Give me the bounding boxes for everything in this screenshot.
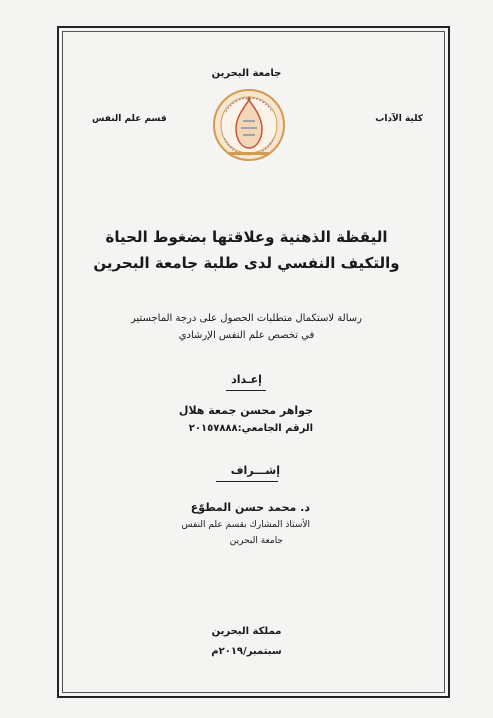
university-name: جامعة البحرين [211,68,282,79]
supervision-underline [216,481,278,482]
supervisor-name: د. محمد حسن المطوّع [190,501,310,514]
thesis-title-line-2: والتكيف النفسي لدى طلبة جامعة البحرين [93,254,400,272]
thesis-purpose-line-1: رسالة لاستكمال متطلبات الحصول على درجة الماجستير [131,313,362,324]
supervisor-university: جامعة البحرين [229,536,283,546]
student-id: الرقم الجامعي:٢٠١٥٧٨٨٨ [188,423,313,434]
supervision-label: إشـــراف [230,464,280,477]
student-name: جواهر محسن جمعة هلال [178,404,313,417]
prepared-by-underline [226,390,266,391]
supervisor-position: الأستاذ المشارك بقسم علم النفس [181,520,310,530]
kingdom-name: مملكة البحرين [211,626,282,637]
university-of-bahrain-seal-icon [212,88,286,162]
thesis-purpose-line-2: في تخصص علم النفس الإرشادي [178,330,315,341]
thesis-title-line-1: اليقظة الذهنية وعلاقتها بضغوط الحياة [105,228,388,246]
department-name: قسم علم النفس [92,114,167,124]
college-name: كلية الآداب [375,114,423,124]
prepared-by-label: إعـداد [231,373,262,386]
submission-date: سبتمبر/٢٠١٩م [211,646,282,657]
